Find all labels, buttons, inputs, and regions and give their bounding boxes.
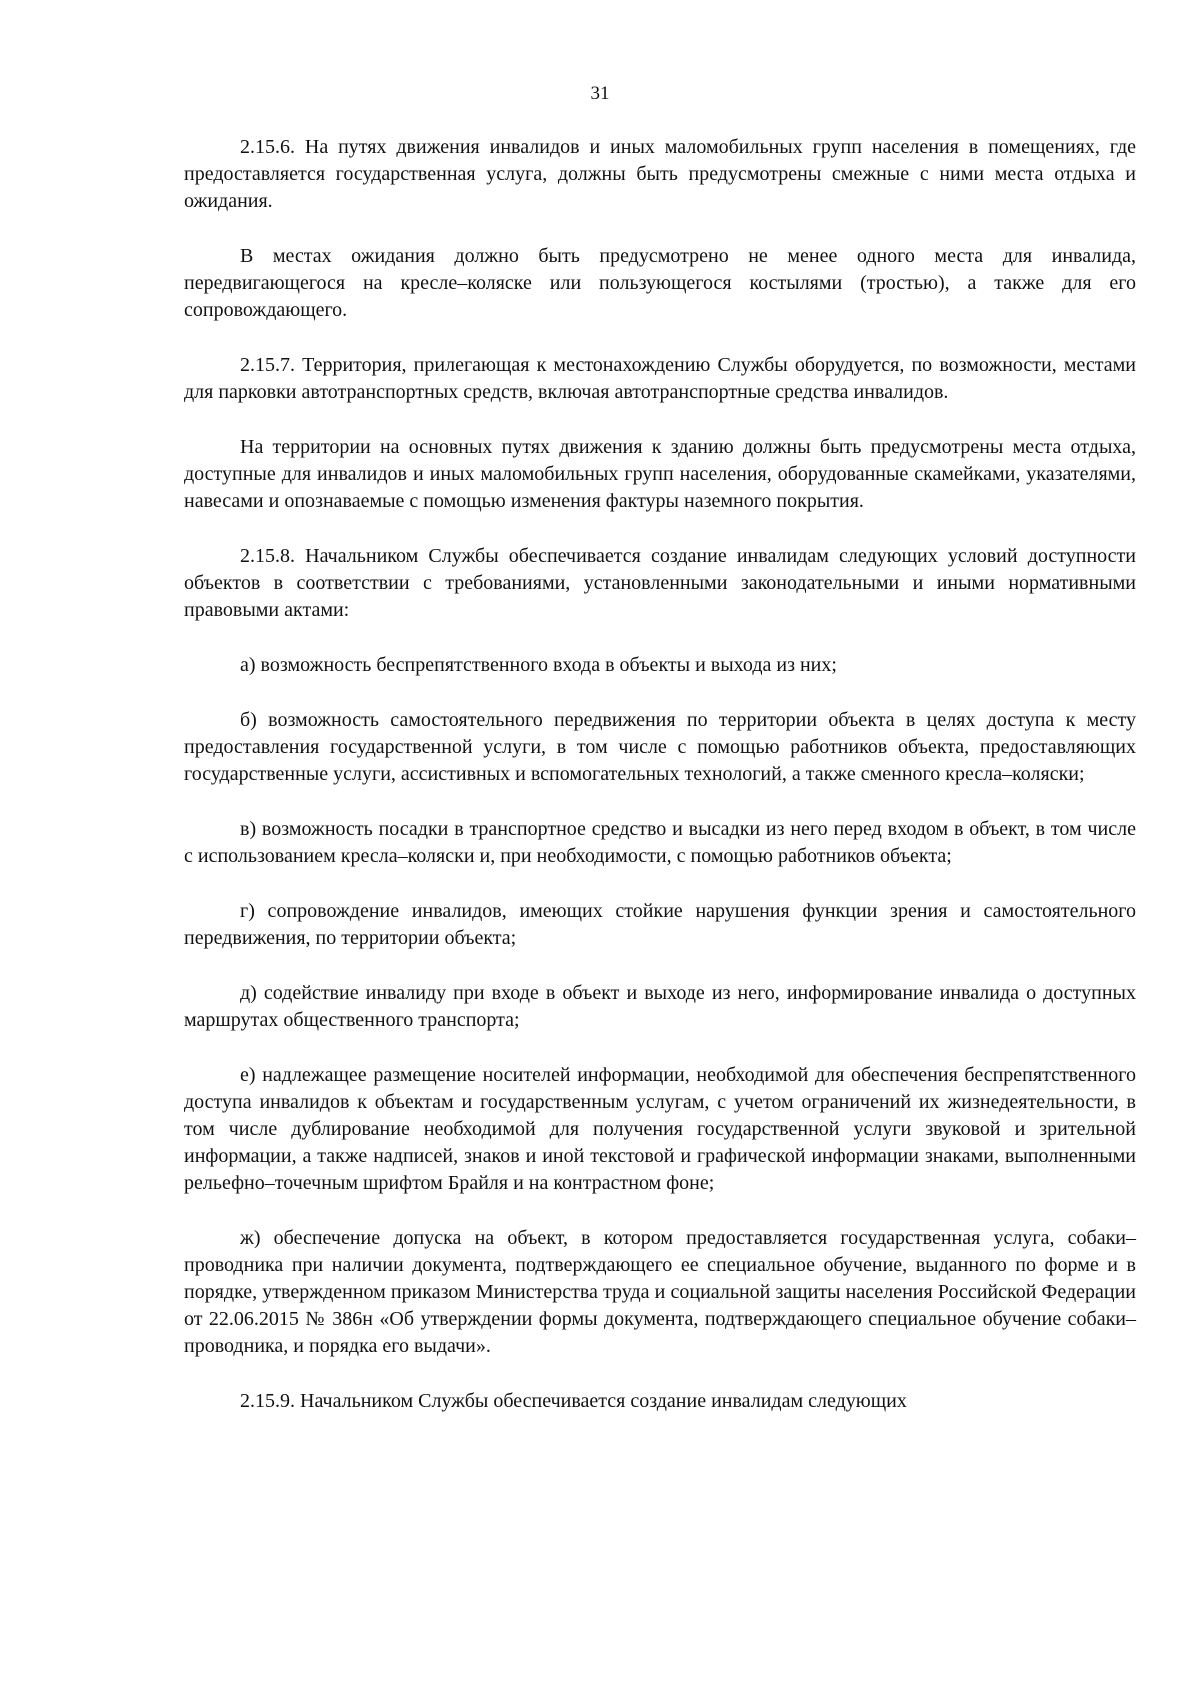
paragraph-territory-rest-places: На территории на основных путях движения к зданию должны быть предусмотрены места отдыха, доступные для инвалидов и иных маломобильных групп населения, оборудованные скамейками, указателями, навесами и опознаваемые с помощью изменения фактуры наземного покрытия. <box>184 436 1136 512</box>
list-item-v: в) возможность посадки в транспортное средство и высадки из него перед входом в объект, в том числе с использованием кресла–коляски и, при необходимости, с помощью работников объекта; <box>184 818 1136 867</box>
paragraph-2-15-7: 2.15.7. Территория, прилегающая к местонахождению Службы оборудуется, по возможности, местами для парковки автотранспортных средств, включая автотранспортные средства инвалидов. <box>184 354 1136 403</box>
list-item-a: а) возможность беспрепятственного входа в объекты и выхода из них; <box>240 654 837 676</box>
paragraph-2-15-6: 2.15.6. На путях движения инвалидов и иных маломобильных групп населения в помещениях, где предоставляется государственная услуга, должны быть предусмотрены смежные с ними места отдыха и ожидания. <box>184 136 1136 212</box>
paragraph-2-15-8: 2.15.8. Начальником Службы обеспечивается создание инвалидам следующих условий доступности объектов в соответствии с требованиями, установленными законодательными и иными нормативными правовыми актами: <box>184 545 1136 621</box>
paragraph-waiting-places: В местах ожидания должно быть предусмотрено не менее одного места для инвалида, передвигающегося на кресле–коляске или пользующегося костылями (тростью), а также для его сопровождающего. <box>184 245 1136 321</box>
list-item-e: е) надлежащее размещение носителей информации, необходимой для обеспечения беспрепятственного доступа инвалидов к объектам и государственным услугам, с учетом ограничений их жизнедеятельности, в том числе дублирование необходимой для получения государственной услуги звуковой и зрительной информации, а также надписей, знаков и иной текстовой и графической информации знаками, выполненными рельефно–точечным шрифтом Брайля и на контрастном фоне; <box>184 1064 1136 1194</box>
list-item-b: б) возможность самостоятельного передвижения по территории объекта в целях доступа к месту предоставления государственной услуги, в том числе с помощью работников объекта, предоставляющих государственные услуги, ассистивных и вспомогательных технологий, а также сменного кресла–коляски; <box>184 709 1136 785</box>
page-number: 31 <box>590 83 610 104</box>
document-body <box>184 134 1136 1415</box>
list-item-d: д) содействие инвалиду при входе в объект и выходе из него, информирование инвалида о доступных маршрутах общественного транспорта; <box>184 982 1136 1031</box>
paragraph-2-15-9: 2.15.9. Начальником Службы обеспечивается создание инвалидам следующих <box>240 1390 907 1412</box>
list-item-zh: ж) обеспечение допуска на объект, в котором предоставляется государственная услуга, собаки–проводника при наличии документа, подтверждающего ее специальное обучение, выданного по форме и в порядке, утвержденном приказом Министерства труда и социальной защиты населения Российской Федерации от 22.06.2015 № 386н «Об утверждении формы документа, подтверждающего специальное обучение собаки–проводника, и порядка его выдачи». <box>184 1227 1136 1357</box>
list-item-g: г) сопровождение инвалидов, имеющих стойкие нарушения функции зрения и самостоятельного передвижения, по территории объекта; <box>184 900 1136 949</box>
